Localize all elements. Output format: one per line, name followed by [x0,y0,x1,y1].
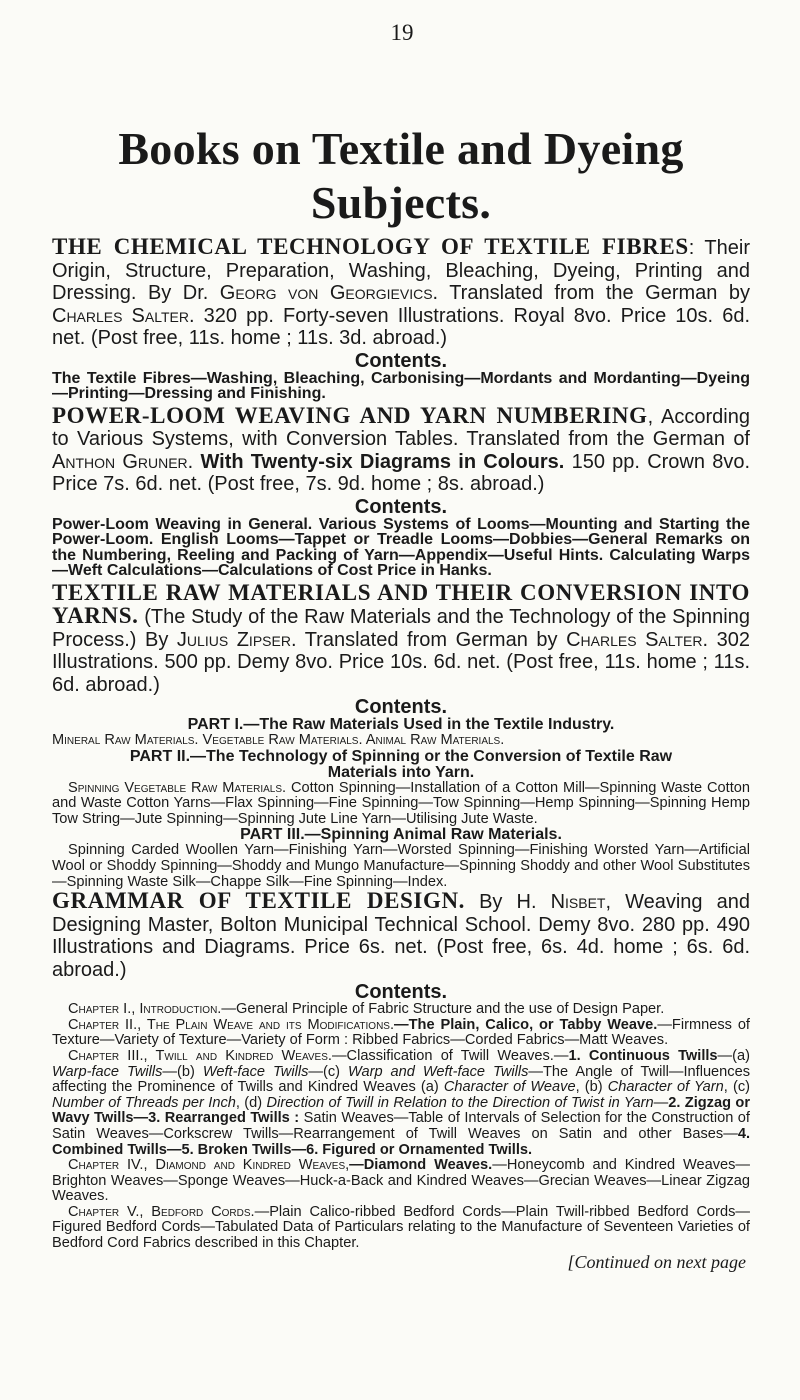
book-description: TEXTILE RAW MATERIALS AND THEIR CONVERSION INTO YARNS. (The Study of the Raw Materials and the Technology of the Spinning Process.) By Julius Zipser. Translated from German by Charles Salter. 302 Illustrations. 500 pp. Demy 8vo. Price 10s. 6d. net. (Post free, 11s. home ; 11s. 6d. abroad.) [52,579,750,696]
chapter-1: Chapter I., Introduction.—General Principle of Fabric Structure and the use of Design Paper. [68,1001,665,1018]
chapter-4: Chapter IV., Diamond and Kindred Weaves,—Diamond Weaves.—Honeycomb and Kindred Weaves—Brighton Weaves—Sponge Weaves—Huck-a-Back and Kindred Weaves—Grecian Weaves—Linear Zigzag Weaves. [52,1157,750,1205]
book-entry-textile-raw-materials [52,579,750,891]
book-description: POWER-LOOM WEAVING AND YARN NUMBERING, According to Various Systems, with Conversion Tables. Translated from the German of Anthon Gruner. With Twenty-six Diagrams in Colours. 150 pp. Crown 8vo. Price 7s. 6d. net. (Post free, 7s. 9d. home ; 8s. abroad.) [52,402,751,495]
book-author: Anthon Gruner [52,450,188,473]
part-text: Spinning Carded Woollen Yarn—Finishing Yarn—Worsted Spinning—Finishing Worsted Yarn—Artificial Wool or Shoddy Spinning—Shoddy and Mungo Manufacture—Spinning Shoddy and other Wool Substitutes—Spinning Waste Silk—Chappe Silk—Fine Spinning—Index. [52,842,750,890]
book-highlight: With Twenty-six Diagrams in Colours. [200,450,565,473]
page-number: 19 [390,20,414,45]
book-translator: Charles Salter [52,304,189,327]
chapter-3: Chapter III., Twill and Kindred Weaves.—Classification of Twill Weaves.—1. Continuous Twills—(a) Warp-face Twills—(b) Weft-face Twills—(c) Warp and Weft-face Twills—The Angle of Twill—Influences affecting the Prominence of Twills and Kindred Weaves (a) Character of Weave, (b) Character of Yarn, (c) Number of Threads per Inch, (d) Direction of Twill in Relation to the Direction of Twist in Yarn—2. Zigzag or Wavy Twills—3. Rearranged Twills : Satin Weaves—Table of Intervals of Selection for the Construction of Satin Weaves—Corkscrew Twills—Rearrangement of Twill Weaves on Satin and other Bases—4. Combined Twills—5. Broken Twills—6. Figured or Ornamented Twills. [52,1047,751,1158]
book-title: TEXTILE RAW MATERIALS AND THEIR CONVERSION INTO YARNS. [52,579,750,628]
chapter-5: Chapter V., Bedford Cords.—Plain Calico-ribbed Bedford Cords—Plain Twill-ribbed Bedford Cords—Figured Bedford Cords—Tabulated Data of Particulars relating to the Manufacture of Seventeen Varieties of Bedford Cord Fabrics described in this Chapter. [52,1203,750,1252]
book-entry-grammar-of-textile-design [52,890,750,1252]
contents-heading: Contents. [354,981,448,1004]
book-author: Julius Zipser [176,628,291,651]
contents-heading: Contents. [354,696,448,718]
book-author: Georg von Georgievics [219,282,433,304]
part-text: Spinning Vegetable Raw Materials. Cotton Spinning—Installation of a Cotton Mill—Spinning Waste Cotton and Waste Cotton Yarns—Flax Spinning—Fine Spinning—Tow Spinning—Hemp Spinning—Spinning Hemp Tow String—Jute Spinning—Spinning Jute Line Yarn—Utilising Jute Waste. [52,779,750,827]
page-title-line-1: Books on Textile and Dyeing [118,123,684,174]
book-entry-chemical-technology [52,236,750,402]
book-description: GRAMMAR OF TEXTILE DESIGN. By H. Nisbet, Weaving and Designing Master, Bolton Municipal Technical School. Demy 8vo. 280 pp. 490 Illustrations and Diagrams. Price 6s. net. (Post free, 6s. 4d. home ; 6s. 6d. abroad.) [52,888,750,981]
book-title: GRAMMAR OF TEXTILE DESIGN. [52,888,466,914]
part-heading: PART I.—The Raw Materials Used in the Textile Industry. [187,716,615,733]
contents-heading: Contents. [354,495,448,518]
contents-text: Power-Loom Weaving in General. Various Systems of Looms—Mounting and Starting the Power-Loom. English Looms—Tappet or Treadle Looms—Dobbies—General Remarks on the Numbering, Reeling and Packing of Yarn—Appendix—Useful Hints. Calculating Warps—Weft Calculations—Calculations of Cost Price in Hanks. [52,515,750,579]
contents-text: The Textile Fibres—Washing, Bleaching, Carbonising—Mordants and Mordanting—Dyeing—Printing—Dressing and Finishing. [52,369,750,402]
contents-heading: Contents. [354,349,448,372]
book-title: POWER-LOOM WEAVING AND YARN NUMBERING [52,402,648,428]
book-entry-power-loom [52,402,751,579]
part-text: Mineral Raw Materials. Vegetable Raw Materials. Animal Raw Materials. [52,732,505,748]
book-title: THE CHEMICAL TECHNOLOGY OF TEXTILE FIBRES [52,234,689,259]
part-heading: PART III.—Spinning Animal Raw Materials. [240,826,562,844]
part-heading: PART II.—The Technology of Spinning or the Conversion of Textile Raw Materials into Yarn. [129,747,673,781]
page-title [52,122,750,230]
chapter-2: Chapter II., The Plain Weave and its Modifications.—The Plain, Calico, or Tabby Weave.—Firmness of Texture—Variety of Texture—Variety of Form : Ribbed Fabrics—Corded Fabrics—Matt Weaves. [52,1016,750,1049]
page-title-line-2: Subjects. [310,177,492,228]
book-author: H. Nisbet [516,891,606,914]
book-description: THE CHEMICAL TECHNOLOGY OF TEXTILE FIBRES: Their Origin, Structure, Preparation, Washing, Bleaching, Dyeing, Printing and Dressing. By Dr. Georg von Georgievics. Translated from the German by Charles Salter. 320 pp. Forty-seven Illustrations. Royal 8vo. Price 10s. 6d. net. (Post free, 11s. home ; 11s. 3d. abroad.) [52,234,751,349]
continued-note: [Continued on next page [567,1251,746,1272]
book-translator: Charles Salter [566,628,703,651]
